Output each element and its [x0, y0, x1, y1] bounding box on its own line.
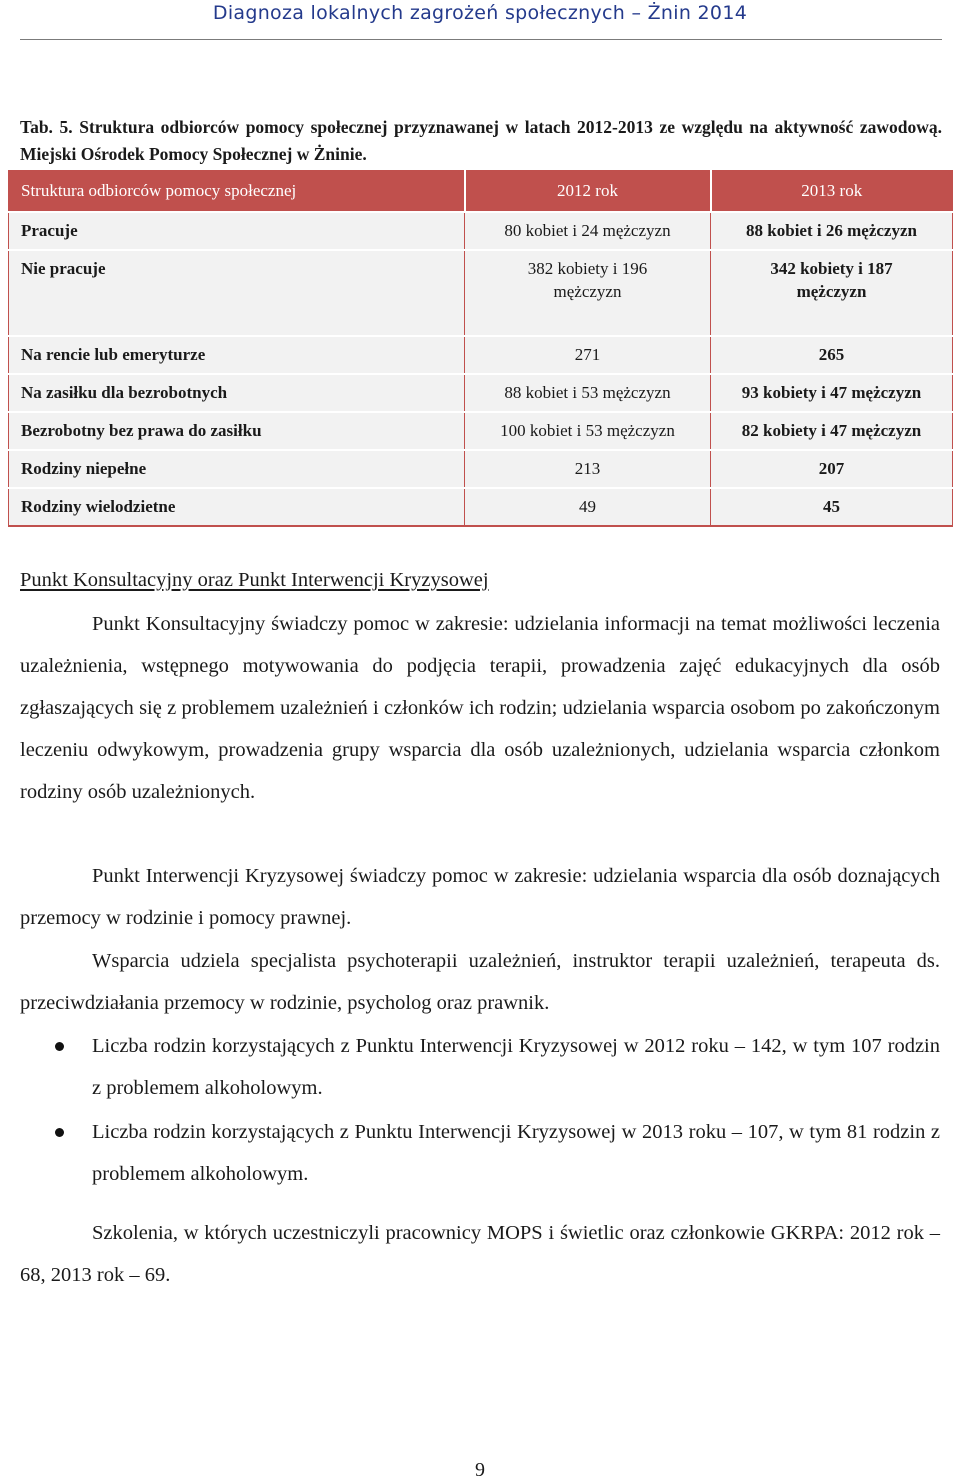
list-item-text: Liczba rodzin korzystających z Punktu Interwencji Kryzysowej w 2012 roku – 142, w tym 107 rodzin z problemem alkoholowym.	[92, 1035, 940, 1099]
cell-2012: 88 kobiet i 53 mężczyzn	[465, 374, 711, 412]
table-row	[9, 336, 953, 374]
cell-2013: 265	[711, 336, 953, 374]
page-number: 9	[475, 1459, 485, 1481]
column-header-2013: 2013 rok	[711, 171, 953, 213]
cell-2012: 271	[465, 336, 711, 374]
table-row	[9, 374, 953, 412]
cell-2012: 382 kobiety i 196 mężczyzn	[527, 259, 648, 301]
paragraph-crisis-point: Punkt Interwencji Kryzysowej świadczy pomoc w zakresie: udzielania wsparcia dla osób doznających przemocy w rodzinie i pomocy prawnej.	[20, 865, 940, 929]
cell-2012: 80 kobiet i 24 mężczyzn	[465, 212, 711, 250]
cell-2013: 88 kobiet i 26 mężczyzn	[711, 212, 953, 250]
list-item	[20, 1025, 940, 1109]
paragraph-consultation-point: Punkt Konsultacyjny świadczy pomoc w zakresie: udzielania informacji na temat możliwości leczenia uzależnienia, wstępnego motywowania do podjęcia terapii, prowadzenia zajęć edukacyjnych dla osób zgłaszających się z problemem uzależnień i członków ich rodzin; udzielania wsparcia osobom po zakończonym leczeniu odwykowym, prowadzenia grupy wsparcia dla osób uzależnionych, udzielania wsparcia członkom rodziny osób uzależnionych.	[20, 613, 940, 803]
data-table	[8, 170, 953, 527]
running-header: Diagnoza lokalnych zagrożeń społecznych – Żnin 2014	[212, 2, 748, 24]
table-caption: Tab. 5. Struktura odbiorców pomocy społecznej przyznawanej w latach 2012-2013 ze względu na aktywność zawodową. Miejski Ośrodek Pomocy Społecznej w Żninie.	[20, 117, 942, 164]
row-label: Rodziny wielodzietne	[9, 488, 465, 526]
cell-2013: 342 kobiety i 187 mężczyzn	[770, 259, 893, 301]
table-row	[9, 450, 953, 488]
cell-2013: 93 kobiety i 47 mężczyzn	[711, 374, 953, 412]
row-label: Na zasiłku dla bezrobotnych	[9, 374, 465, 412]
list-item-text: Liczba rodzin korzystających z Punktu Interwencji Kryzysowej w 2013 roku – 107, w tym 81 rodzin z problemem alkoholowym.	[92, 1121, 940, 1185]
table-row	[9, 250, 953, 336]
column-header-2012: 2012 rok	[465, 171, 711, 213]
cell-2013: 82 kobiety i 47 mężczyzn	[711, 412, 953, 450]
cell-2012: 213	[465, 450, 711, 488]
table-row	[9, 212, 953, 250]
cell-2013: 45	[711, 488, 953, 526]
cell-2012: 49	[465, 488, 711, 526]
table-row	[9, 488, 953, 526]
list-item	[20, 1111, 940, 1195]
paragraph-training: Szkolenia, w których uczestniczyli pracownicy MOPS i świetlic oraz członkowie GKRPA: 2012 rok – 68, 2013 rok – 69.	[20, 1222, 940, 1286]
table-row	[9, 412, 953, 450]
header-divider	[20, 39, 942, 40]
paragraph-specialists: Wsparcia udziela specjalista psychoterapii uzależnień, instruktor terapii uzależnień, terapeuta ds. przeciwdziałania przemocy w rodzinie, psycholog oraz prawnik.	[20, 950, 940, 1014]
cell-2013: 207	[711, 450, 953, 488]
bullet-icon	[55, 1042, 64, 1051]
section-title: Punkt Konsultacyjny oraz Punkt Interwencji Kryzysowej	[20, 569, 489, 591]
row-label: Pracuje	[9, 212, 465, 250]
row-label: Na rencie lub emeryturze	[9, 336, 465, 374]
column-header-structure: Struktura odbiorców pomocy społecznej	[9, 171, 465, 213]
bullet-icon	[55, 1128, 64, 1137]
row-label: Nie pracuje	[9, 250, 465, 336]
table-header-row	[9, 171, 953, 213]
bullet-list	[20, 1025, 940, 1197]
row-label: Rodziny niepełne	[9, 450, 465, 488]
row-label: Bezrobotny bez prawa do zasiłku	[9, 412, 465, 450]
cell-2012: 100 kobiet i 53 mężczyzn	[465, 412, 711, 450]
